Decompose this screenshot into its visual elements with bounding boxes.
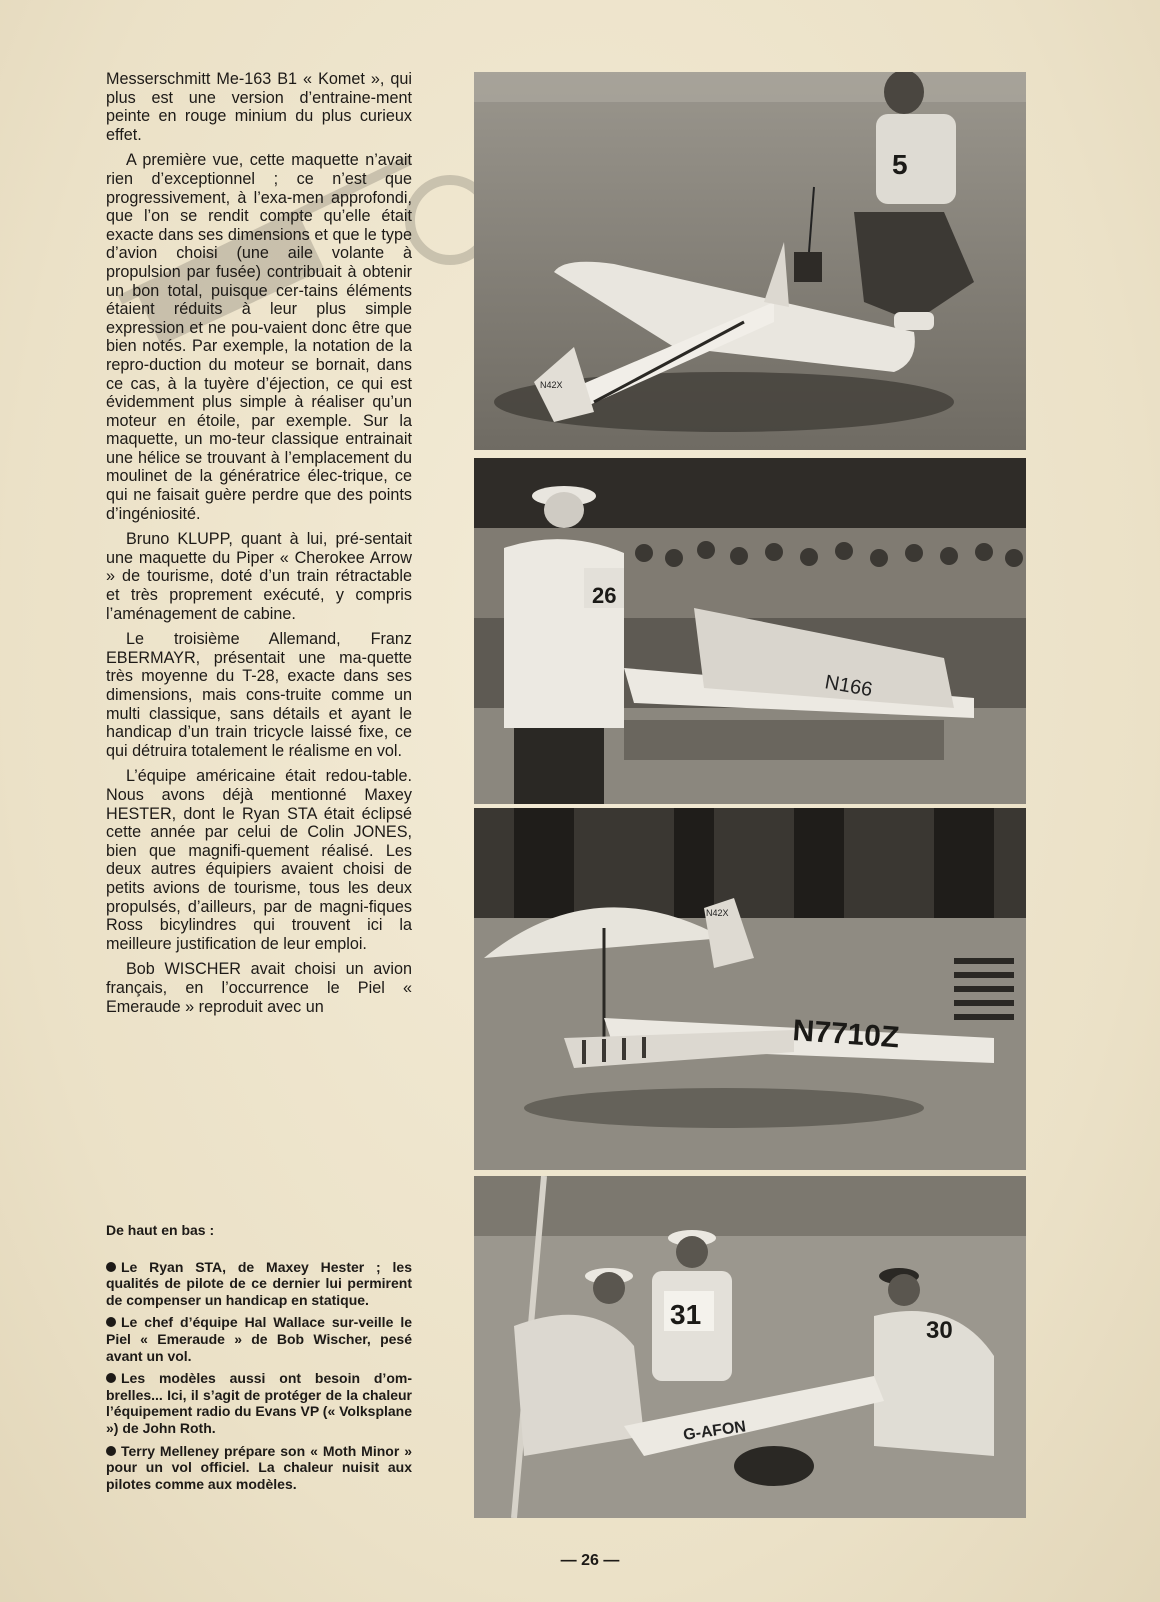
- article-paragraph: Bob WISCHER avait choisi un avion français, en l’occurrence le Piel « Emeraude » reproduit avec un: [106, 960, 412, 1016]
- photo-moth-minor-image: [474, 1176, 1026, 1518]
- photo-moth-minor: [474, 1176, 1026, 1518]
- tail-registration: N42X: [706, 908, 729, 918]
- caption-item: [106, 1314, 412, 1364]
- bullet-icon: [106, 1317, 116, 1327]
- article-paragraph: L’équipe américaine était redou-table. Nous avons déjà mentionné Maxey HESTER, dont le Ryan STA était éclipsé cette année par celui de Colin JONES, bien que magnifi-quement réalisé. Les deux autres équipiers avaient choisi de petits avions de tourisme, tous les deux propulsés, d’ailleurs, par de magni-fiques Ross bicylindres qui trouvent ici la meilleure justification de leur emploi.: [106, 767, 412, 953]
- captions-title: De haut en bas :: [106, 1222, 215, 1238]
- bib-number: 31: [670, 1299, 702, 1330]
- model-registration: G-AFON: [682, 1418, 748, 1444]
- shirt-number: 26: [592, 583, 617, 608]
- tail-registration: N42X: [540, 380, 563, 390]
- photo-ryan-sta-image: [474, 72, 1026, 450]
- caption-text: Les modèles aussi ont besoin d’om-brelles... Ici, il s’agit de protéger de la chaleur l’équipement radio du Evans VP (« Volksplane ») de John Roth.: [106, 1370, 413, 1436]
- photo-piel-emeraude-image: [474, 458, 1026, 804]
- article-paragraph: Bruno KLUPP, quant à lui, pré-sentait une maquette du Piper « Cherokee Arrow » de tourisme, doté d’un train rétractable et très proprement exécuté, y compris l’aménagement de cabine.: [106, 530, 412, 623]
- caption-item: [106, 1443, 412, 1493]
- caption-text: Le Ryan STA, de Maxey Hester ; les qualités de pilote de ce dernier lui permirent de compenser un handicap en statique.: [106, 1258, 412, 1308]
- photo-captions: [106, 1222, 412, 1498]
- caption-item: [106, 1259, 412, 1309]
- article-paragraph: Messerschmitt Me-163 B1 « Komet », qui plus est une version d’entraine-ment peinte en rouge minium du plus curieux effet.: [106, 70, 412, 144]
- caption-text: Le chef d’équipe Hal Wallace sur-veille le Piel « Emeraude » de Bob Wischer, pesé avant un vol.: [106, 1314, 412, 1364]
- article-paragraph: A première vue, cette maquette n’avait rien d’exceptionnel ; ce n’est que progressivement, à l’exa-men approfondi, que l’on se rendit compte qu’elle était exacte dans ses dimensions et que le type d’avion choisi (une aile volante à propulsion par fusée) contribuait à obtenir un bon total, puisque cer-tains éléments étaient réduits à leur plus simple expression et ne pou-vaient donc être que bien notés. Par exemple, la notation de la repro-duction du moteur se bornait, dans ce cas, à la tuyère d’éjection, ce qui est évidemment plus simple à réaliser qu’un moteur en étoile, par exemple. Sur la maquette, un mo-teur classique entrainait une hélice se trouvant à l’emplacement du moulinet de la génératrice élec-trique, ce qui ne faisait guère perdre que des points d’ingéniosité.: [106, 151, 412, 523]
- shirt-number: 5: [892, 149, 908, 180]
- photo-ryan-sta: [474, 72, 1026, 450]
- article-body: [106, 70, 412, 1023]
- model-registration: N166: [823, 671, 875, 702]
- bib-number-right: 30: [926, 1317, 953, 1344]
- caption-text: Terry Melleney prépare son « Moth Minor » pour un vol officiel. La chaleur nuisit aux pilotes comme aux modèles.: [106, 1442, 412, 1492]
- model-registration: N7710Z: [791, 1014, 901, 1055]
- page-number: — 26 —: [560, 1552, 620, 1569]
- photo-piel-emeraude: [474, 458, 1026, 804]
- bullet-icon: [106, 1262, 116, 1272]
- bullet-icon: [106, 1446, 116, 1456]
- photo-evans-vp-image: [474, 808, 1026, 1170]
- article-paragraph: Le troisième Allemand, Franz EBERMAYR, présentait une ma-quette très moyenne du T-28, exacte dans ses dimensions, mais cons-truite comme un multi classique, sans détails et ayant le handicap d’un train tricycle laissé fixe, ce qui détruira totalement le réalisme en vol.: [106, 630, 412, 760]
- caption-item: [106, 1370, 412, 1436]
- bullet-icon: [106, 1373, 116, 1383]
- photo-evans-vp: [474, 808, 1026, 1170]
